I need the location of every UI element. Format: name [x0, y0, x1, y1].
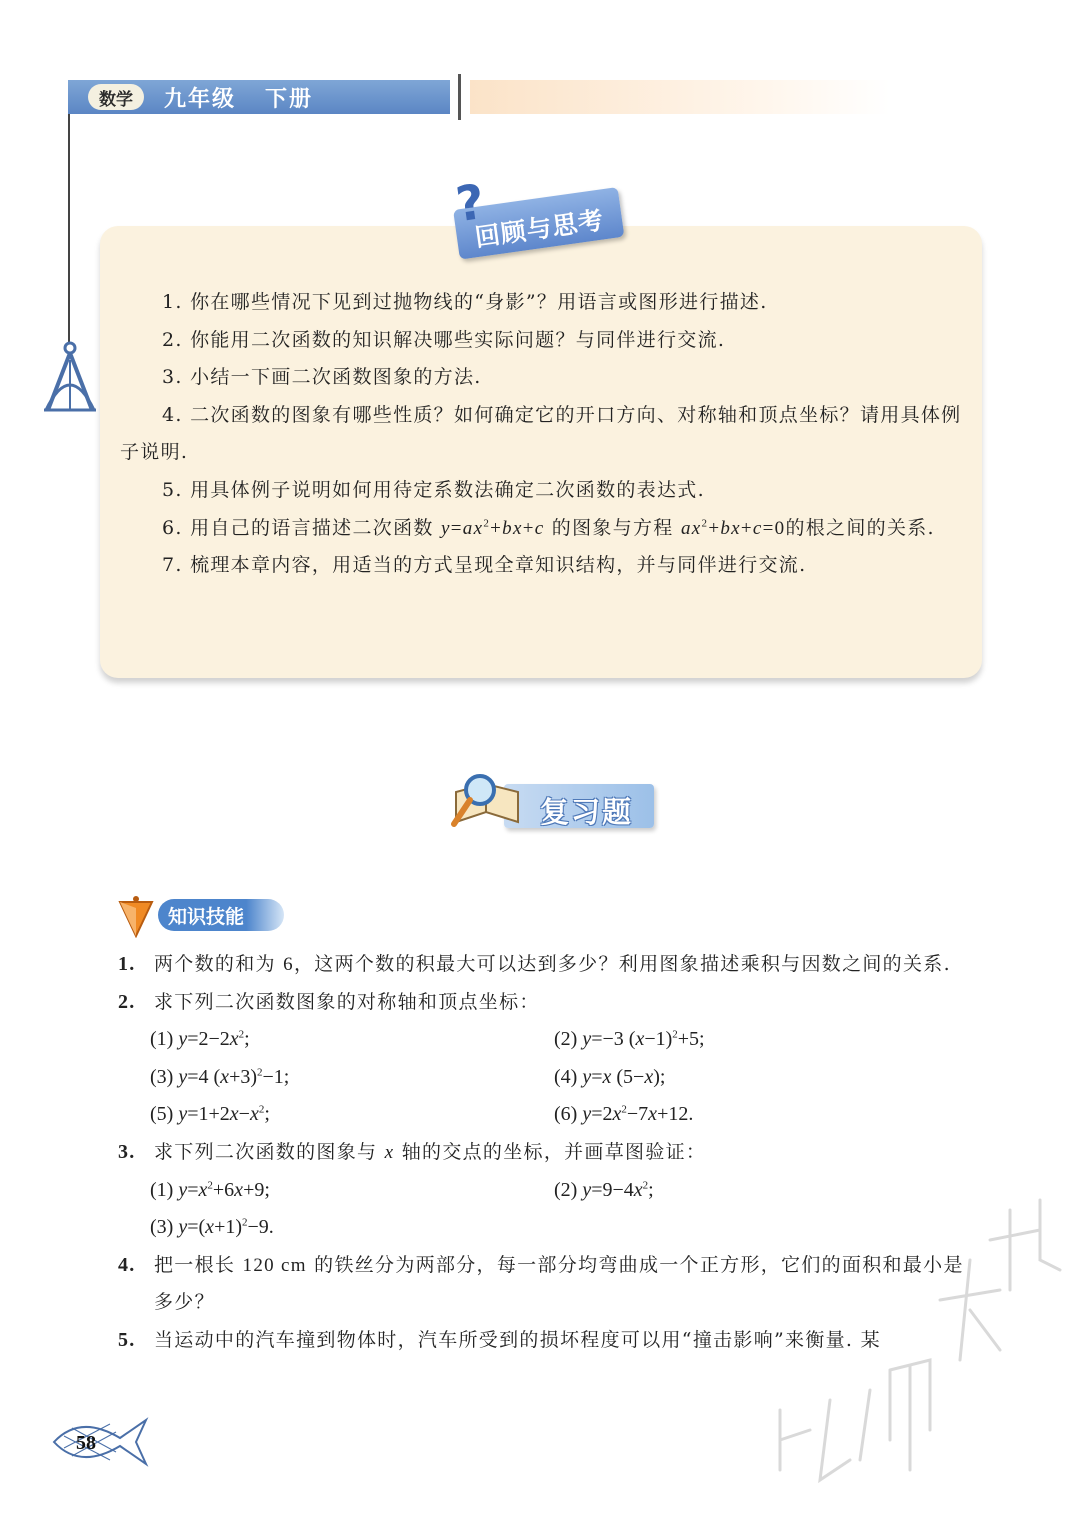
fish-net-icon — [50, 1410, 150, 1474]
review-item: 2. 你能用二次函数的知识解决哪些实际问题？与同伴进行交流. — [162, 328, 726, 351]
compass-icon — [40, 340, 100, 416]
problem-1: 1. 两个数的和为 6，这两个数的积最大可以达到多少？利用图象描述乘积与因数之间的关系. — [118, 953, 951, 975]
section-label-text: 知识技能 — [168, 905, 245, 928]
pendulum-icon — [116, 894, 156, 938]
subject-badge: 数学 — [88, 84, 144, 110]
subitem: (3) y=4 $(x+3)^2-1$; — [150, 1065, 290, 1088]
subitem: (6) $y=2x^2-7x+12$. — [554, 1103, 694, 1126]
review-item: 5. 用具体例子说明如何用待定系数法确定二次函数的表达式. — [162, 478, 705, 501]
header-bar — [68, 80, 450, 114]
header-divider — [458, 74, 461, 120]
subitem: (4) y=x (5−x); — [554, 1065, 666, 1088]
review-item: 6. 用自己的语言描述二次函数 $y=ax^2+bx+c$ 的图象与方程 $ax^2+bx+c=0$的根之间的关系. — [162, 516, 935, 539]
review-item: 4. 二次函数的图象有哪些性质？如何确定它的开口方向、对称轴和顶点坐标？请用具体例子说明. — [120, 403, 962, 464]
margin-line — [68, 114, 70, 344]
grade-text: 九年级 — [164, 86, 237, 112]
review-item: 7. 梳理本章内容，用适当的方式呈现全章知识结构，并与同伴进行交流. — [162, 554, 807, 577]
problem-3: 3. 求下列二次函数的图象与 x 轴的交点的坐标，并画草图验证： — [118, 1140, 707, 1163]
grade-label — [164, 82, 313, 113]
problem-2: 2. 求下列二次函数图象的对称轴和顶点坐标： — [118, 990, 540, 1013]
subitem: (1) $y=x^2+6x+9$; — [150, 1178, 270, 1201]
problem-4: 4. 把一根长 120 cm 的铁丝分为两部分，每一部分均弯曲成一个正方形，它们的面积和最小是多少？ — [118, 1253, 964, 1314]
exercises-heading — [446, 766, 658, 830]
magnifier-book-icon — [446, 772, 528, 832]
review-item: 3. 小结一下画二次函数图象的方法. — [162, 366, 482, 389]
problem-2-subitems — [118, 1021, 968, 1134]
question-mark-icon: ? — [452, 173, 488, 234]
review-item: 1. 你在哪些情况下见到过抛物线的“身影”？用语言或图形进行描述. — [162, 291, 768, 313]
header-decoration — [470, 80, 890, 114]
subitem: (3) $y=(x+1)^2-9$. — [150, 1216, 274, 1239]
exercises-title: 复习题 — [540, 795, 634, 829]
page-number: 58 — [76, 1432, 96, 1454]
subitem: (5) $y=1+2x-x^2$; — [150, 1103, 270, 1126]
volume-text: 下册 — [265, 86, 314, 112]
section-label — [158, 899, 284, 931]
review-title: 回顾与思考 — [473, 205, 606, 253]
problem-5: 5. 当运动中的汽车撞到物体时，汽车所受到的损坏程度可以用“撞击影响”来衡量. 某 — [118, 1328, 881, 1351]
subitem: (2) y=−3 $(x-1)^2+5$; — [554, 1028, 705, 1051]
subitem: (1) $y=2-2x^2$; — [150, 1028, 250, 1051]
subitem: (2) $y=9-4x^2$; — [554, 1178, 654, 1201]
review-list — [120, 284, 968, 585]
publisher-watermark — [740, 1140, 1070, 1520]
